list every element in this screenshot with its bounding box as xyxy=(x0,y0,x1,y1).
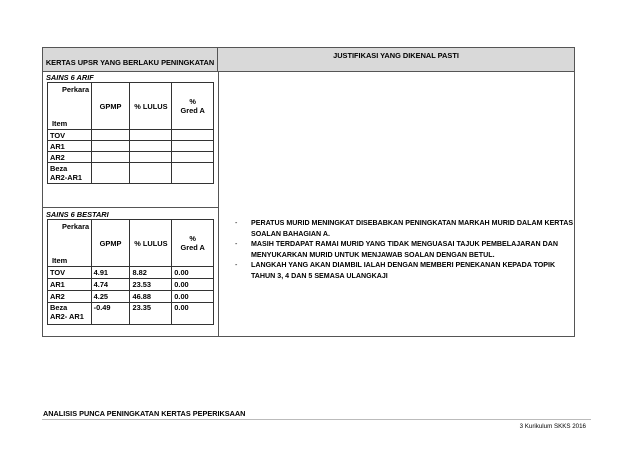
table-row xyxy=(48,279,214,291)
item-label: Item xyxy=(52,119,68,128)
gpmp-header: GPMP xyxy=(91,220,130,267)
justification-item: - LANGKAH YANG AKAN DIAMBIL IALAH DENGAN MEMBERI PENEKANAN KEPADA TOPIK TAHUN 3, 4 DAN 5 SEMASA ULANGKAJI xyxy=(235,260,575,281)
row-item: AR2 xyxy=(48,152,92,163)
justification-item: - MASIH TERDAPAT RAMAI MURID YANG TIDAK MENGUASAI TAJUK PEMBELAJARAN DAN MENYUKARKAN MURID UNTUK MENJAWAB SOALAN DENGAN BETUL. xyxy=(235,239,575,260)
table-row xyxy=(48,152,214,163)
section-divider xyxy=(43,207,218,208)
row-gred: 0.00 xyxy=(172,267,214,279)
table-row xyxy=(48,130,214,141)
row-item-line2: AR2-AR1 xyxy=(50,173,83,182)
analysis-table xyxy=(42,47,575,337)
section1-table xyxy=(47,82,214,184)
row-gred: 0.00 xyxy=(172,303,214,325)
column-divider xyxy=(218,72,219,336)
perkara-cell xyxy=(48,220,92,267)
footer-title: ANALISIS PUNCA PENINGKATAN KERTAS PEPERIKSAAN xyxy=(43,409,246,418)
justification-list xyxy=(235,218,575,282)
gred-pct: % xyxy=(189,97,196,106)
header-left: KERTAS UPSR YANG BERLAKU PENINGKATAN xyxy=(43,48,218,72)
section2-title: SAINS 6 BESTARI xyxy=(46,210,109,219)
row-lulus: 8.82 xyxy=(130,267,172,279)
row-item: AR1 xyxy=(48,141,92,152)
row-gpmp xyxy=(91,130,130,141)
row-item xyxy=(48,163,92,184)
gred-label: Gred A xyxy=(180,106,205,115)
row-lulus: 46.88 xyxy=(130,291,172,303)
gred-label: Gred A xyxy=(180,243,205,252)
lulus-header: % LULUS xyxy=(130,83,172,130)
lulus-header: % LULUS xyxy=(130,220,172,267)
table-row xyxy=(48,163,214,184)
row-lulus xyxy=(130,163,172,184)
row-item: AR1 xyxy=(48,279,92,291)
gred-header xyxy=(172,220,214,267)
table-header-row xyxy=(48,220,214,267)
row-lulus xyxy=(130,152,172,163)
row-gred xyxy=(172,152,214,163)
gred-pct: % xyxy=(189,234,196,243)
row-item: AR2 xyxy=(48,291,92,303)
gpmp-header: GPMP xyxy=(91,83,130,130)
footer-divider xyxy=(42,419,591,420)
row-lulus xyxy=(130,130,172,141)
table-header-row xyxy=(48,83,214,130)
table-row xyxy=(48,267,214,279)
row-gred: 0.00 xyxy=(172,279,214,291)
row-item: TOV xyxy=(48,267,92,279)
row-gpmp: 4.74 xyxy=(91,279,130,291)
row-lulus xyxy=(130,141,172,152)
row-gpmp xyxy=(91,163,130,184)
row-gred xyxy=(172,130,214,141)
perkara-cell xyxy=(48,83,92,130)
row-gpmp: 4.91 xyxy=(91,267,130,279)
footer-page: 3 Kurikulum SKKS 2016 xyxy=(519,423,586,430)
row-gpmp: -0.49 xyxy=(91,303,130,325)
row-lulus: 23.35 xyxy=(130,303,172,325)
justification-item: - PERATUS MURID MENINGKAT DISEBABKAN PENINGKATAN MARKAH MURID DALAM KERTAS SOALAN BAHAGIAN A. xyxy=(235,218,575,239)
row-gred: 0.00 xyxy=(172,291,214,303)
gred-header xyxy=(172,83,214,130)
row-item-line1: Beza xyxy=(50,164,68,173)
perkara-label: Perkara xyxy=(62,85,90,94)
row-gred xyxy=(172,141,214,152)
table-row xyxy=(48,303,214,325)
row-item: TOV xyxy=(48,130,92,141)
header-right: JUSTIFIKASI YANG DIKENAL PASTI xyxy=(218,48,574,72)
row-gpmp xyxy=(91,152,130,163)
row-gpmp xyxy=(91,141,130,152)
section1-title: SAINS 6 ARIF xyxy=(46,73,94,82)
row-gpmp: 4.25 xyxy=(91,291,130,303)
table-row xyxy=(48,291,214,303)
perkara-label: Perkara xyxy=(62,222,90,231)
row-lulus: 23.53 xyxy=(130,279,172,291)
section2-table xyxy=(47,219,214,325)
row-item-line1: Beza xyxy=(50,303,68,312)
row-item-line2: AR2- AR1 xyxy=(50,312,84,321)
row-item xyxy=(48,303,92,325)
table-row xyxy=(48,141,214,152)
item-label: Item xyxy=(52,256,68,265)
row-gred xyxy=(172,163,214,184)
